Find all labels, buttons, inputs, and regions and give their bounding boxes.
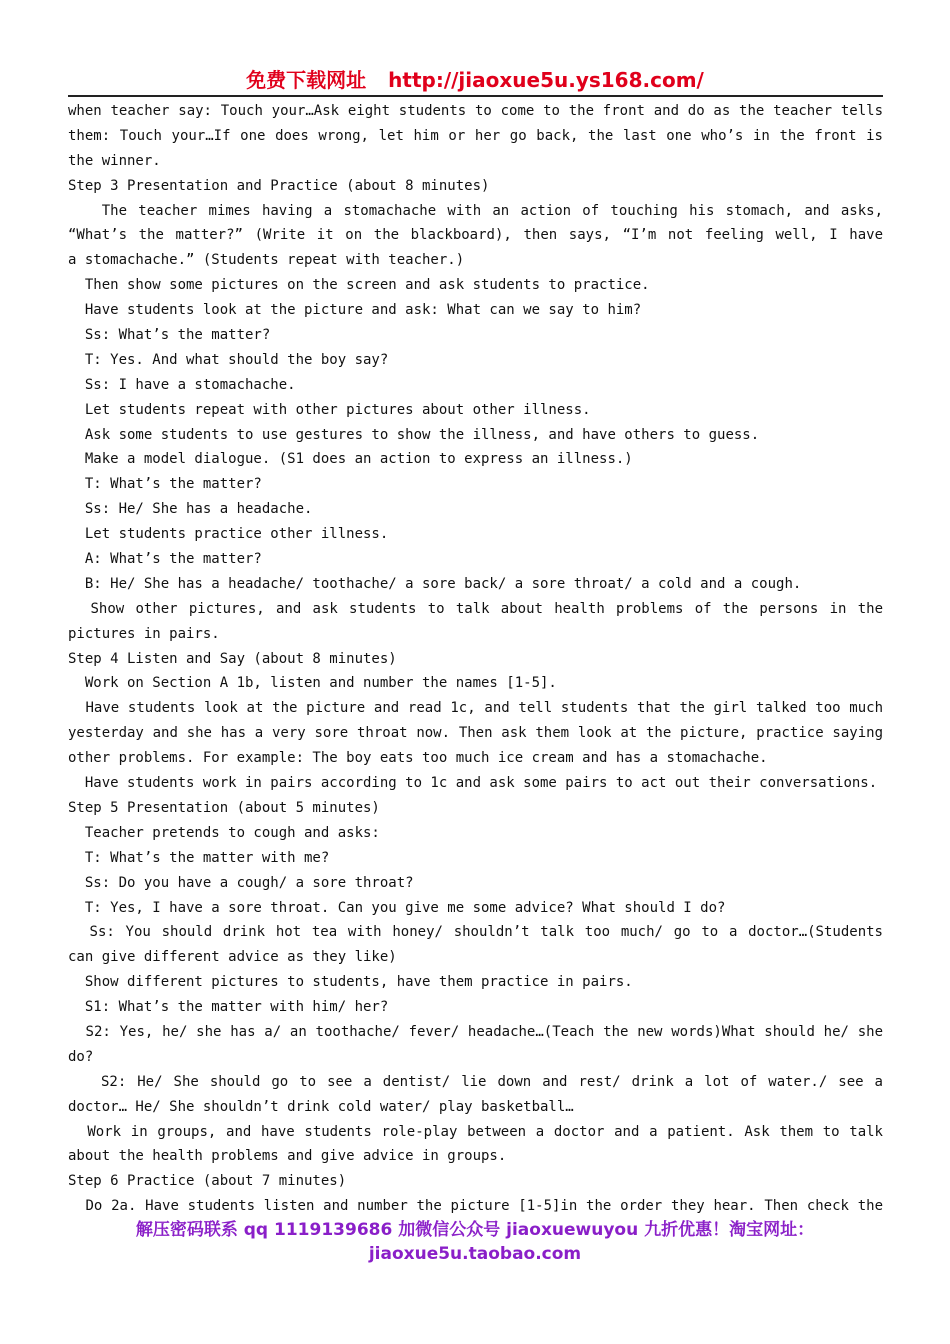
text-line: Ask some students to use gestures to show the illness, and have others to guess. [68,426,760,443]
text-line: B: He/ She has a headache/ toothache/ a sore back/ a sore throat/ a cold and a cough. [68,575,802,592]
text-line: Let students practice other illness. [68,526,389,543]
text-line: doctor… He/ She shouldn’t drink cold water/ play basketball… [68,1098,574,1115]
text-line: Ss: You should drink hot tea with honey/ shouldn’t talk too much/ go to a doctor…(Students [68,924,883,941]
text-line: Step 3 Presentation and Practice (about 8 minutes) [68,177,490,194]
text-line: Have students work in pairs according to 1c and ask some pairs to act out their conversations. [68,775,878,792]
text-line: Show different pictures to students, have them practice in pairs. [68,974,633,991]
text-line: A: What’s the matter? [68,551,262,568]
text-line: S1: What’s the matter with him/ her? [68,999,389,1016]
text-line: when teacher say: Touch your…Ask eight students to come to the front and do as the teacher tells [68,103,883,119]
header-divider [68,95,883,97]
text-line: Step 5 Presentation (about 5 minutes) [68,799,380,816]
text-line: Teacher pretends to cough and asks: [68,824,380,841]
text-line: Let students repeat with other pictures about other illness. [68,401,591,418]
text-line: “What’s the matter?” (Write it on the blackboard), then says, “I’m not feeling well, I have [68,227,883,244]
header-label: 免费下载网址 [246,68,367,92]
text-line: Have students look at the picture and ask: What can we say to him? [68,302,642,319]
text-line: Step 4 Listen and Say (about 8 minutes) [68,650,397,667]
text-line: S2: Yes, he/ she has a/ an toothache/ fever/ headache…(Teach the new words)What should he/ she [68,1023,883,1040]
text-line: T: Yes, I have a sore throat. Can you give me some advice? What should I do? [68,899,726,916]
text-line: them: Touch your…If one does wrong, let him or her go back, the last one who’s in the front is [68,127,883,144]
text-line: Ss: What’s the matter? [68,327,271,344]
text-line: Step 6 Practice (about 7 minutes) [68,1173,347,1190]
text-line: other problems. For example: The boy eats too much ice cream and has a stomachache. [68,750,768,767]
text-line: pictures in pairs. [68,625,220,642]
footer-line-2: jiaoxue5u.taobao.com [368,1244,582,1264]
text-line: S2: He/ She should go to see a dentist/ lie down and rest/ drink a lot of water./ see a [68,1073,883,1090]
text-line: Work in groups, and have students role-play between a doctor and a patient. Ask them to talk [68,1123,883,1140]
text-line: Show other pictures, and ask students to talk about health problems of the persons in the [68,600,883,617]
text-line: T: Yes. And what should the boy say? [68,351,389,368]
text-line: the winner. [68,152,161,169]
footer-line-1: 解压密码联系 qq 1119139686 加微信公众号 jiaoxuewuyou 九折优惠！淘宝网址： [135,1220,815,1240]
text-line: Have students look at the picture and read 1c, and tell students that the girl talked too much [68,700,883,717]
text-line: Work on Section A 1b, listen and number the names [1-5]. [68,675,557,692]
text-line: a stomachache.” (Students repeat with teacher.) [68,252,465,269]
document-body [68,99,883,1219]
text-line: Ss: He/ She has a headache. [68,501,313,518]
text-line: yesterday and she has a very sore throat now. Then ask them look at the picture, practice saying [68,725,883,742]
header-url-link[interactable]: http://jiaoxue5u.ys168.com/ [388,68,704,92]
text-line: can give different advice as they like) [68,949,397,966]
text-line: The teacher mimes having a stomachache with an action of touching his stomach, and asks, [68,202,883,219]
text-line: Do 2a. Have students listen and number the picture [1-5]in the order they hear. Then check the [68,1198,883,1215]
text-line: Ss: Do you have a cough/ a sore throat? [68,874,414,891]
page-footer [0,1218,950,1266]
text-line: Ss: I have a stomachache. [68,376,296,393]
text-line: Then show some pictures on the screen and ask students to practice. [68,277,650,294]
text-line: T: What’s the matter with me? [68,849,330,866]
page-header [0,66,950,94]
text-line: Make a model dialogue. (S1 does an action to express an illness.) [68,451,633,468]
text-line: T: What’s the matter? [68,476,262,493]
text-line: do? [68,1048,94,1065]
text-line: about the health problems and give advice in groups. [68,1148,507,1165]
